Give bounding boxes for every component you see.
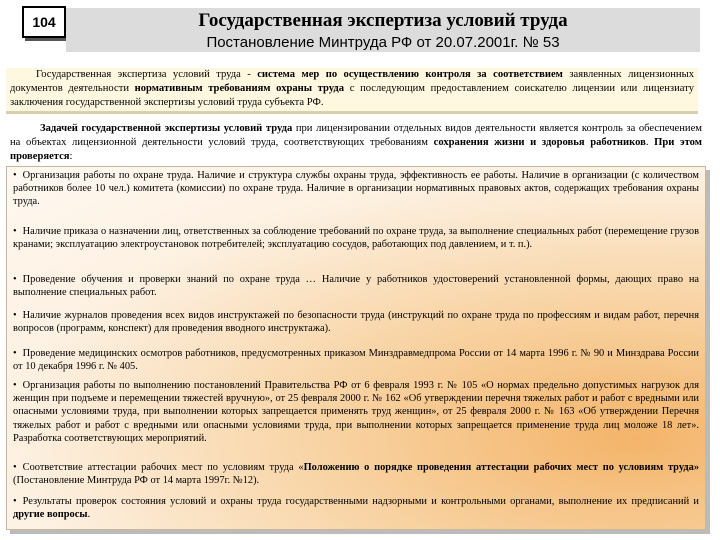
list-item [13,347,699,373]
definition-part: заявленных лицензионных документов деятельности [10,69,695,94]
task-part: : [69,151,73,162]
task-text [10,122,702,164]
list-item-text: Проведение медицинских осмотров работников, предусмотренных приказом Минздравмедпрома России от 14 марта 1996 г. № 90 и Минздрава России от 10 декабря 1996 г. № 405. [13,348,699,373]
definition-box [6,68,698,114]
list-item [13,273,699,299]
bullet-icon: • [13,462,17,473]
bullet-icon: • [13,496,17,507]
task-box [6,122,706,164]
task-emph: При этом проверяется [10,137,702,162]
bullet-icon: • [13,348,17,359]
list-item-text: Организация работы по выполнению постановлений Правительства РФ от 6 февраля 1993 г. № 105 «О нормах предельно допустимых нагрузок для женщин при подъеме и перемещении тяжестей вручную», от 25 февраля 2000 г. № 162 «Об утверждении перечня тяжелых работ и работ с вредными или опасными условиями труда, при выполнении которых запрещается применять труд женщин», от 25 февраля 2000 г. № 163 «Об утверждении Перечня тяжелых работ и работ с вредными или опасными условиями труда, при выполнении которых запрещается применение труда лиц моложе 18 лет». Разработка соответствующих мероприятий. [13,380,699,444]
list-item [13,309,699,335]
task-emph: сохранения жизни и здоровья работников [433,137,646,148]
definition-part: с последующим предоставлением соискателю лицензии или лицензиату заключения государственной экспертизы условий труда субъекта РФ. [10,83,694,108]
list-item-text: Организация работы по охране труда. Наличие и структура службы охраны труда, эффективность ее работы. Наличие в организации (с количеством работников более 10 чел.) комитета (комиссии) по охране труда. Наличие в организации нормативных правовых актов, содержащих требования охраны труда. [13,170,699,208]
list-item-text: Проведение обучения и проверки знаний по охране труда … Наличие у работников удостоверений установленной формы, дающих право на выполнение специальных работ. [13,274,699,299]
list-item-emph: Положению о порядке проведения аттестации рабочих мест по условиям труда» [303,462,700,473]
bullet-icon: • [13,170,17,181]
task-part: . [645,137,655,148]
list-item [13,461,699,487]
list-item-text: (Постановление Минтруда РФ от 14 марта 1997г. №12). [13,475,260,487]
definition-text [10,68,694,110]
list-item-text: . [87,509,91,521]
bullet-icon: • [13,274,17,285]
definition-emph: нормативным требованиям охраны труда [134,83,345,94]
requirements-list [6,166,706,530]
definition-part: Государственная экспертиза условий труда - [36,69,258,80]
bullet-icon: • [13,310,17,321]
list-item-text: Результаты проверок состояния условий и охраны труда государственными надзорными и контрольными органами, выполнение их предписаний и [22,496,699,507]
list-item-emph: другие вопросы [13,509,88,521]
bullet-icon: • [13,226,17,237]
definition-emph: система мер по осуществлению контроля за соответствием [257,69,563,80]
task-emph: Задачей государственной экспертизы условий труда [40,123,293,134]
list-item [13,225,699,251]
page-subtitle: Постановление Минтруда РФ от 20.07.2001г. № 53 [206,34,560,51]
page-title: Государственная экспертиза условий труда [198,10,568,31]
list-item-text: Соответствие аттестации рабочих мест по условиям труда « [22,462,304,473]
list-item-text: Наличие приказа о назначении лиц, ответственных за соблюдение требований по охране труда, за выполнение специальных работ (перемещение грузов кранами; эксплуатацию электроустановок потребителей; эксплуатацию сосудов, работающих под давлением, и т. п.). [13,226,699,251]
list-item-text: Наличие журналов проведения всех видов инструктажей по безопасности труда (инструкций по охране труда по профессиям и видам работ, перечня вопросов (программ, конспект) для проведения вводного инструктажа). [13,310,699,335]
list-item [13,169,699,209]
slide-number: 104 [22,6,66,38]
list-item [13,379,699,445]
list-item [13,495,699,521]
task-part: при лицензировании отдельных видов деятельности является контроль за обеспечением на объектах лицензионной деятельности условий труда, соответствующих требованиям [10,123,702,148]
bullet-icon: • [13,380,17,391]
